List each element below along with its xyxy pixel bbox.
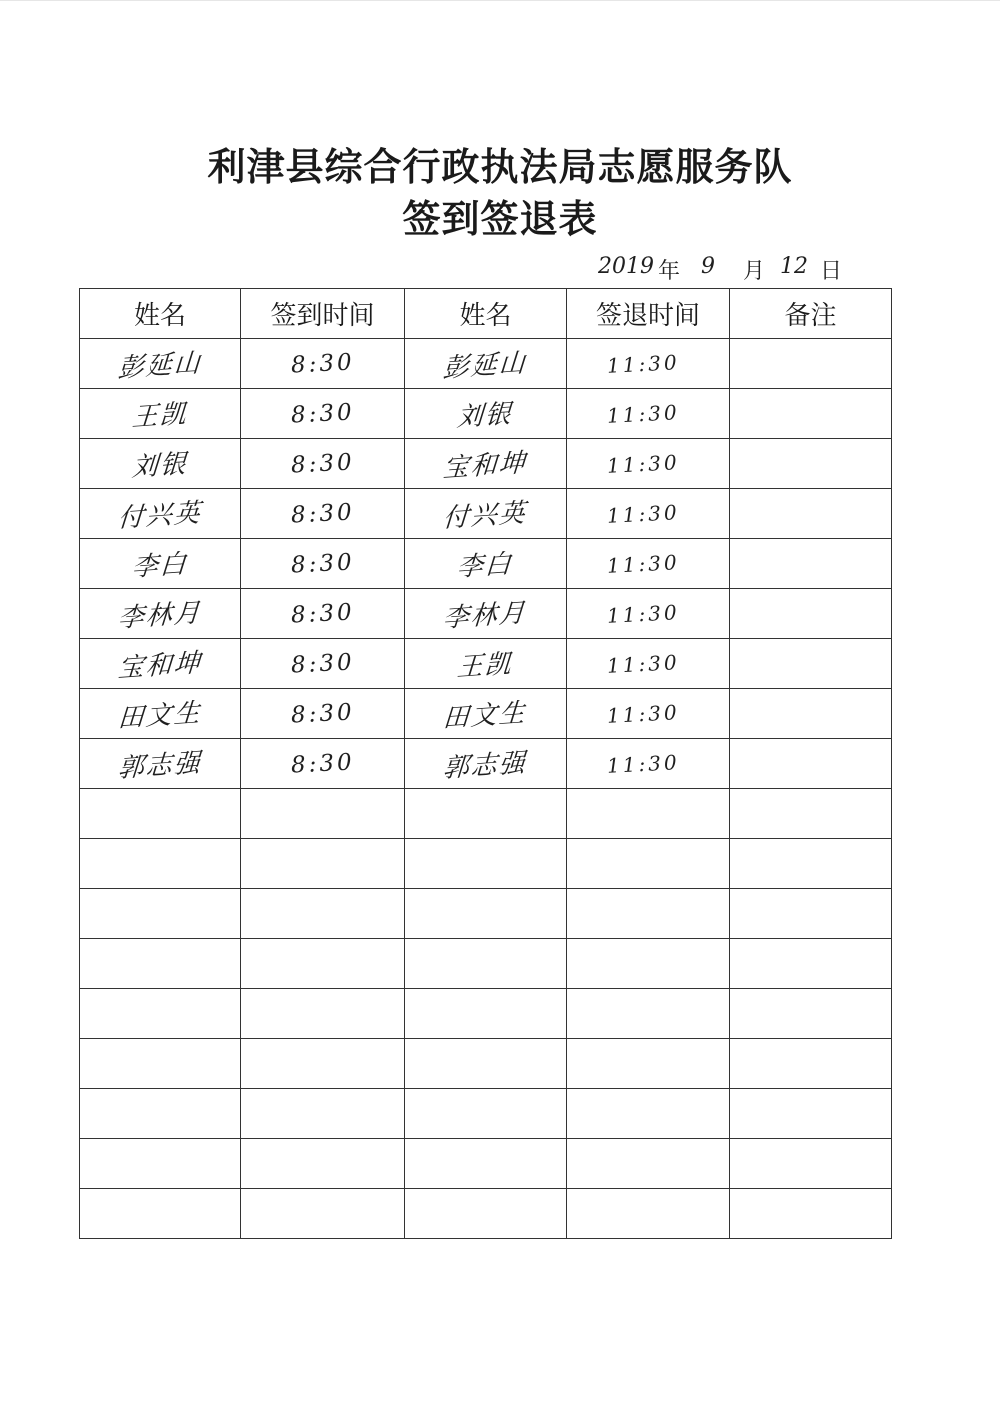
note-cell	[730, 939, 892, 989]
note-cell	[730, 339, 892, 389]
table-row	[80, 589, 892, 639]
date-day: 12	[780, 254, 808, 279]
time-out	[567, 1139, 730, 1189]
signature-in	[80, 1189, 241, 1239]
signature-in	[80, 539, 241, 589]
signature-out	[405, 1039, 567, 1089]
table-row	[80, 389, 892, 439]
time-out	[567, 739, 730, 789]
header-time-in: 签到时间	[241, 289, 405, 339]
signature-in	[80, 1089, 241, 1139]
signature-in-text: 王凯	[130, 398, 189, 434]
signature-out	[405, 589, 567, 639]
time-in-text: 8:30	[290, 698, 355, 729]
table-row	[80, 489, 892, 539]
signature-out-text: 王凯	[456, 648, 515, 684]
time-in	[241, 339, 405, 389]
signature-out	[405, 839, 567, 889]
time-in-text: 8:30	[290, 498, 355, 529]
table-header-row	[80, 289, 892, 339]
table-row	[80, 689, 892, 739]
time-in	[241, 589, 405, 639]
signature-in-text: 宝和坤	[116, 647, 203, 685]
time-out	[567, 689, 730, 739]
signature-in	[80, 989, 241, 1039]
scan-edge	[0, 0, 1000, 9]
note-cell	[730, 1139, 892, 1189]
note-cell	[730, 489, 892, 539]
table-row	[80, 539, 892, 589]
signature-in	[80, 639, 241, 689]
note-cell	[730, 639, 892, 689]
header-note: 备注	[730, 289, 892, 339]
time-out	[567, 639, 730, 689]
signature-in	[80, 739, 241, 789]
signature-out-text: 付兴英	[442, 497, 529, 535]
table-row	[80, 789, 892, 839]
time-out-text: 11:30	[606, 749, 681, 778]
note-cell	[730, 1089, 892, 1139]
time-out	[567, 1189, 730, 1239]
time-in	[241, 1089, 405, 1139]
time-in	[241, 689, 405, 739]
note-cell	[730, 839, 892, 889]
time-in	[241, 1039, 405, 1089]
signature-in	[80, 1039, 241, 1089]
note-cell	[730, 1189, 892, 1239]
time-in-text: 8:30	[290, 598, 355, 629]
time-out	[567, 389, 730, 439]
signature-in-text: 田文生	[116, 697, 203, 735]
time-out	[567, 989, 730, 1039]
table-row	[80, 1089, 892, 1139]
time-out	[567, 789, 730, 839]
signature-in-text: 李白	[130, 548, 189, 584]
time-out	[567, 439, 730, 489]
time-out-text: 11:30	[606, 349, 681, 378]
signature-in-text: 李林月	[116, 597, 203, 635]
note-cell	[730, 589, 892, 639]
time-in	[241, 839, 405, 889]
signature-in-text: 郭志强	[116, 747, 203, 785]
time-out	[567, 589, 730, 639]
time-in-text: 8:30	[290, 398, 355, 429]
time-out-text: 11:30	[606, 599, 681, 628]
signature-in	[80, 489, 241, 539]
date-year-label: 年	[658, 259, 681, 284]
signature-out-text: 彭延山	[442, 347, 529, 385]
note-cell	[730, 989, 892, 1039]
signature-in-text: 彭延山	[116, 347, 203, 385]
note-cell	[730, 689, 892, 739]
date-year: 2019	[598, 254, 654, 279]
signature-out	[405, 639, 567, 689]
table-row	[80, 639, 892, 689]
time-in	[241, 789, 405, 839]
time-in-text: 8:30	[290, 448, 355, 479]
table-row	[80, 339, 892, 389]
signature-in	[80, 589, 241, 639]
header-name-out: 姓名	[405, 289, 567, 339]
time-in	[241, 1189, 405, 1239]
signature-out-text: 李林月	[442, 597, 529, 635]
time-out	[567, 1039, 730, 1089]
signature-out-text: 宝和坤	[442, 447, 529, 485]
time-in	[241, 489, 405, 539]
table-row	[80, 1039, 892, 1089]
time-out-text: 11:30	[606, 399, 681, 428]
time-in-text: 8:30	[290, 548, 355, 579]
time-out-text: 11:30	[606, 649, 681, 678]
header-name-in: 姓名	[80, 289, 241, 339]
note-cell	[730, 439, 892, 489]
time-in	[241, 739, 405, 789]
table-row	[80, 939, 892, 989]
time-in	[241, 389, 405, 439]
table-row	[80, 739, 892, 789]
signature-in	[80, 689, 241, 739]
signature-out	[405, 889, 567, 939]
time-in	[241, 639, 405, 689]
date-day-label: 日	[820, 259, 843, 284]
date-month-label: 月	[743, 259, 766, 284]
time-out	[567, 889, 730, 939]
signature-out	[405, 339, 567, 389]
signature-out	[405, 789, 567, 839]
time-out	[567, 489, 730, 539]
signature-in	[80, 889, 241, 939]
time-in	[241, 1139, 405, 1189]
signature-out	[405, 1139, 567, 1189]
time-in	[241, 989, 405, 1039]
note-cell	[730, 889, 892, 939]
signature-out	[405, 1189, 567, 1239]
time-in-text: 8:30	[290, 748, 355, 779]
signature-out-text: 刘银	[456, 398, 515, 434]
signature-in	[80, 339, 241, 389]
note-cell	[730, 789, 892, 839]
table-row	[80, 889, 892, 939]
sign-in-table	[79, 288, 892, 1239]
form-subtitle: 签到签退表	[402, 196, 598, 241]
signature-out	[405, 939, 567, 989]
note-cell	[730, 1039, 892, 1089]
time-in	[241, 439, 405, 489]
signature-out	[405, 689, 567, 739]
note-cell	[730, 739, 892, 789]
note-cell	[730, 389, 892, 439]
signature-out	[405, 439, 567, 489]
table-row	[80, 439, 892, 489]
table-row	[80, 1139, 892, 1189]
time-out-text: 11:30	[606, 549, 681, 578]
signature-out	[405, 539, 567, 589]
table-row	[80, 989, 892, 1039]
form-title: 利津县综合行政执法局志愿服务队	[207, 144, 793, 189]
time-out	[567, 339, 730, 389]
time-out-text: 11:30	[606, 499, 681, 528]
time-in-text: 8:30	[290, 648, 355, 679]
signature-in	[80, 439, 241, 489]
signature-in-text: 付兴英	[116, 497, 203, 535]
time-in	[241, 539, 405, 589]
signature-in	[80, 1139, 241, 1189]
form-date	[598, 254, 858, 284]
signature-out	[405, 989, 567, 1039]
signature-in	[80, 389, 241, 439]
signature-in	[80, 939, 241, 989]
date-month: 9	[701, 254, 715, 279]
time-out	[567, 1089, 730, 1139]
signature-in-text: 刘银	[130, 448, 189, 484]
table-row	[80, 839, 892, 889]
signature-out-text: 郭志强	[442, 747, 529, 785]
table-row	[80, 1189, 892, 1239]
signature-out	[405, 1089, 567, 1139]
signature-out-text: 田文生	[442, 697, 529, 735]
time-out	[567, 539, 730, 589]
note-cell	[730, 539, 892, 589]
time-in	[241, 889, 405, 939]
time-out-text: 11:30	[606, 699, 681, 728]
time-in	[241, 939, 405, 989]
header-time-out: 签退时间	[567, 289, 730, 339]
time-out-text: 11:30	[606, 449, 681, 478]
signature-in	[80, 789, 241, 839]
signature-out	[405, 739, 567, 789]
signature-out	[405, 389, 567, 439]
signature-in	[80, 839, 241, 889]
time-in-text: 8:30	[290, 348, 355, 379]
time-out	[567, 939, 730, 989]
signature-out-text: 李白	[456, 548, 515, 584]
signature-out	[405, 489, 567, 539]
time-out	[567, 839, 730, 889]
